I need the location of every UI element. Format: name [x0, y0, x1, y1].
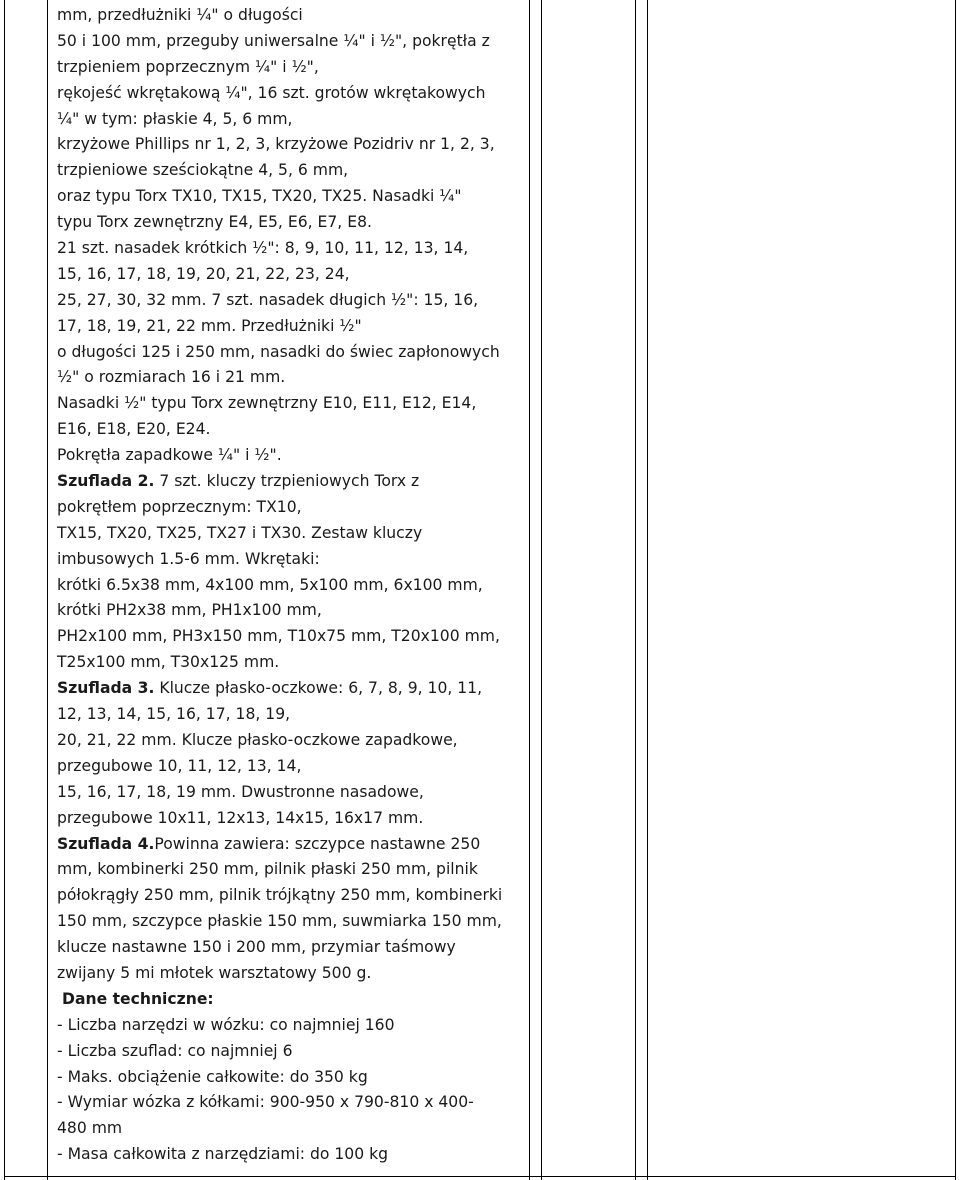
line-content	[57, 394, 476, 412]
text-line	[57, 443, 529, 469]
line-content	[57, 498, 302, 516]
text-run: - Liczba narzędzi w wózku: co najmniej 160	[57, 1015, 395, 1034]
line-content	[57, 1042, 293, 1060]
text-line	[57, 1090, 529, 1116]
bold-text: Szuflada 4.	[57, 834, 155, 853]
line-content	[57, 291, 478, 309]
line-content	[57, 757, 301, 775]
text-line	[57, 288, 529, 314]
text-run: trzpieniem poprzecznym ¼" i ½",	[57, 57, 319, 76]
bold-text: Szuflada 2.	[57, 472, 155, 491]
text-run: - Maks. obciążenie całkowite: do 350 kg	[57, 1067, 368, 1086]
text-line	[57, 754, 529, 780]
text-run: 480 mm	[57, 1119, 123, 1138]
text-run: typu Torx zewnętrzny E4, E5, E6, E7, E8.	[57, 213, 372, 232]
text-run: przegubowe 10x11, 12x13, 14x15, 16x17 mm.	[57, 808, 424, 827]
line-content	[57, 265, 350, 283]
text-line	[57, 81, 529, 107]
line-content	[57, 84, 485, 102]
line-content	[57, 731, 458, 749]
line-content	[57, 135, 495, 153]
line-content	[57, 1119, 122, 1137]
table-border-left	[4, 0, 5, 1180]
line-content	[57, 32, 490, 50]
text-line	[57, 55, 529, 81]
line-content	[57, 58, 319, 76]
text-run: 7 szt. kluczy trzpieniowych Torx z	[154, 472, 420, 491]
text-line	[57, 314, 529, 340]
text-run: TX15, TX20, TX25, TX27 i TX30. Zestaw kluczy	[57, 523, 423, 542]
line-content	[57, 110, 293, 128]
line-content	[57, 343, 500, 361]
text-run: krótki PH2x38 mm, PH1x100 mm,	[57, 601, 322, 620]
line-content	[57, 6, 303, 24]
line-content	[57, 524, 422, 542]
text-run: 25, 27, 30, 32 mm. 7 szt. nasadek długich ½": 15, 16,	[57, 290, 479, 309]
line-content	[57, 187, 462, 205]
text-run: 20, 21, 22 mm. Klucze płasko-oczkowe zapadkowe,	[57, 730, 458, 749]
text-run: półokrągły 250 mm, pilnik trójkątny 250 mm, kombinerki	[57, 886, 503, 905]
text-run: Klucze płasko-oczkowe: 6, 7, 8, 9, 10, 11,	[154, 679, 483, 698]
column-divider	[635, 0, 636, 1180]
column-divider	[47, 0, 48, 1180]
text-line	[57, 184, 529, 210]
text-run: PH2x100 mm, PH3x150 mm, T10x75 mm, T20x100 mm,	[57, 627, 500, 646]
text-run: - Wymiar wózka z kółkami: 900-950 x 790-810 x 400-	[57, 1093, 474, 1112]
line-content	[57, 213, 372, 231]
text-run: 12, 13, 14, 15, 16, 17, 18, 19,	[57, 705, 291, 724]
text-line	[57, 650, 529, 676]
text-line	[57, 857, 529, 883]
line-content	[57, 368, 285, 386]
section-heading	[57, 987, 214, 1013]
text-line	[57, 624, 529, 650]
text-run: 15, 16, 17, 18, 19, 20, 21, 22, 23, 24,	[57, 264, 350, 283]
text-line	[57, 676, 529, 702]
text-run: ½" o rozmiarach 16 i 21 mm.	[57, 368, 286, 387]
text-line	[57, 780, 529, 806]
text-run: krótki 6.5x38 mm, 4x100 mm, 5x100 mm, 6x100 mm,	[57, 575, 483, 594]
line-content	[57, 809, 423, 827]
text-run: oraz typu Torx TX10, TX15, TX20, TX25. Nasadki ¼"	[57, 187, 462, 206]
text-run: ¼" w tym: płaskie 4, 5, 6 mm,	[57, 109, 293, 128]
text-line	[57, 158, 529, 184]
line-content	[57, 472, 419, 490]
text-run: krzyżowe Phillips nr 1, 2, 3, krzyżowe Pozidriv nr 1, 2, 3,	[57, 135, 495, 154]
text-line	[57, 1142, 529, 1168]
line-content	[57, 912, 502, 930]
text-line	[57, 340, 529, 366]
text-line	[57, 236, 529, 262]
text-line	[57, 469, 529, 495]
text-run: o długości 125 i 250 mm, nasadki do świec zapłonowych	[57, 342, 500, 361]
text-line	[57, 832, 529, 858]
line-content	[57, 1145, 388, 1163]
text-line	[57, 132, 529, 158]
text-run: imbusowych 1.5-6 mm. Wkrętaki:	[57, 549, 320, 568]
line-content	[57, 835, 480, 853]
text-run: 15, 16, 17, 18, 19 mm. Dwustronne nasadowe,	[57, 782, 424, 801]
text-line	[57, 987, 529, 1013]
text-run: 150 mm, szczypce płaskie 150 mm, suwmiarka 150 mm,	[57, 912, 502, 931]
text-run: pokrętłem poprzecznym: TX10,	[57, 497, 302, 516]
text-run: zwijany 5 mi młotek warsztatowy 500 g.	[57, 963, 372, 982]
text-line	[57, 1039, 529, 1065]
text-line	[57, 29, 529, 55]
text-line	[57, 702, 529, 728]
text-line	[57, 262, 529, 288]
line-content	[57, 601, 322, 619]
line-content	[57, 576, 483, 594]
text-run: 50 i 100 mm, przeguby uniwersalne ¼" i ½", pokrętła z	[57, 31, 490, 50]
text-run: przegubowe 10, 11, 12, 13, 14,	[57, 756, 302, 775]
text-run: Powinna zawiera: szczypce nastawne 250	[154, 834, 481, 853]
column-divider	[529, 0, 530, 1180]
text-line	[57, 909, 529, 935]
text-line	[57, 107, 529, 133]
text-line	[57, 3, 529, 29]
line-content	[57, 783, 424, 801]
line-content	[57, 1068, 368, 1086]
column-divider	[541, 0, 542, 1180]
bold-text: Dane techniczne:	[62, 989, 214, 1008]
text-line	[57, 1116, 529, 1142]
line-content	[57, 886, 502, 904]
line-content	[57, 679, 482, 697]
table-border-right	[955, 0, 956, 1180]
line-content	[57, 860, 478, 878]
text-line	[57, 210, 529, 236]
text-line	[57, 961, 529, 987]
text-run: 21 szt. nasadek krótkich ½": 8, 9, 10, 11, 12, 13, 14,	[57, 239, 469, 258]
text-line	[57, 495, 529, 521]
line-content	[57, 964, 371, 982]
text-run: mm, przedłużniki ¼" o długości	[57, 6, 303, 24]
text-run: - Liczba szuflad: co najmniej 6	[57, 1041, 293, 1060]
line-content	[57, 627, 500, 645]
line-content	[57, 1016, 395, 1034]
text-line	[57, 598, 529, 624]
bold-text: Szuflada 3.	[57, 679, 155, 698]
text-run: - Masa całkowita z narzędziami: do 100 kg	[57, 1145, 389, 1164]
line-content	[57, 1093, 474, 1111]
text-run: rękojeść wkrętakową ¼", 16 szt. grotów wkrętakowych	[57, 83, 486, 102]
line-content	[57, 653, 279, 671]
text-line	[57, 1065, 529, 1091]
column-divider	[647, 0, 648, 1180]
text-run: 17, 18, 19, 21, 22 mm. Przedłużniki ½"	[57, 316, 362, 335]
text-line	[57, 806, 529, 832]
text-line	[57, 935, 529, 961]
text-line	[57, 365, 529, 391]
line-content	[57, 317, 362, 335]
text-line	[57, 547, 529, 573]
text-line	[57, 728, 529, 754]
line-content	[57, 446, 282, 464]
text-line	[57, 521, 529, 547]
line-content	[57, 161, 348, 179]
text-line	[57, 883, 529, 909]
line-content	[57, 239, 468, 257]
text-line	[57, 573, 529, 599]
text-run: Nasadki ½" typu Torx zewnętrzny E10, E11, E12, E14,	[57, 394, 477, 413]
text-run: mm, kombinerki 250 mm, pilnik płaski 250 mm, pilnik	[57, 860, 478, 879]
text-run: klucze nastawne 150 i 200 mm, przymiar taśmowy	[57, 938, 456, 957]
description-cell	[57, 3, 529, 1168]
line-content	[57, 938, 456, 956]
text-run: T25x100 mm, T30x125 mm.	[57, 653, 280, 672]
line-content	[57, 550, 320, 568]
table-border-bottom	[4, 1176, 956, 1177]
text-run: Pokrętła zapadkowe ¼" i ½".	[57, 446, 282, 465]
line-content	[57, 705, 290, 723]
line-content	[57, 420, 210, 438]
text-run: trzpieniowe sześciokątne 4, 5, 6 mm,	[57, 161, 349, 180]
text-line	[57, 417, 529, 443]
text-run: E16, E18, E20, E24.	[57, 420, 211, 439]
text-line	[57, 1013, 529, 1039]
text-line	[57, 391, 529, 417]
